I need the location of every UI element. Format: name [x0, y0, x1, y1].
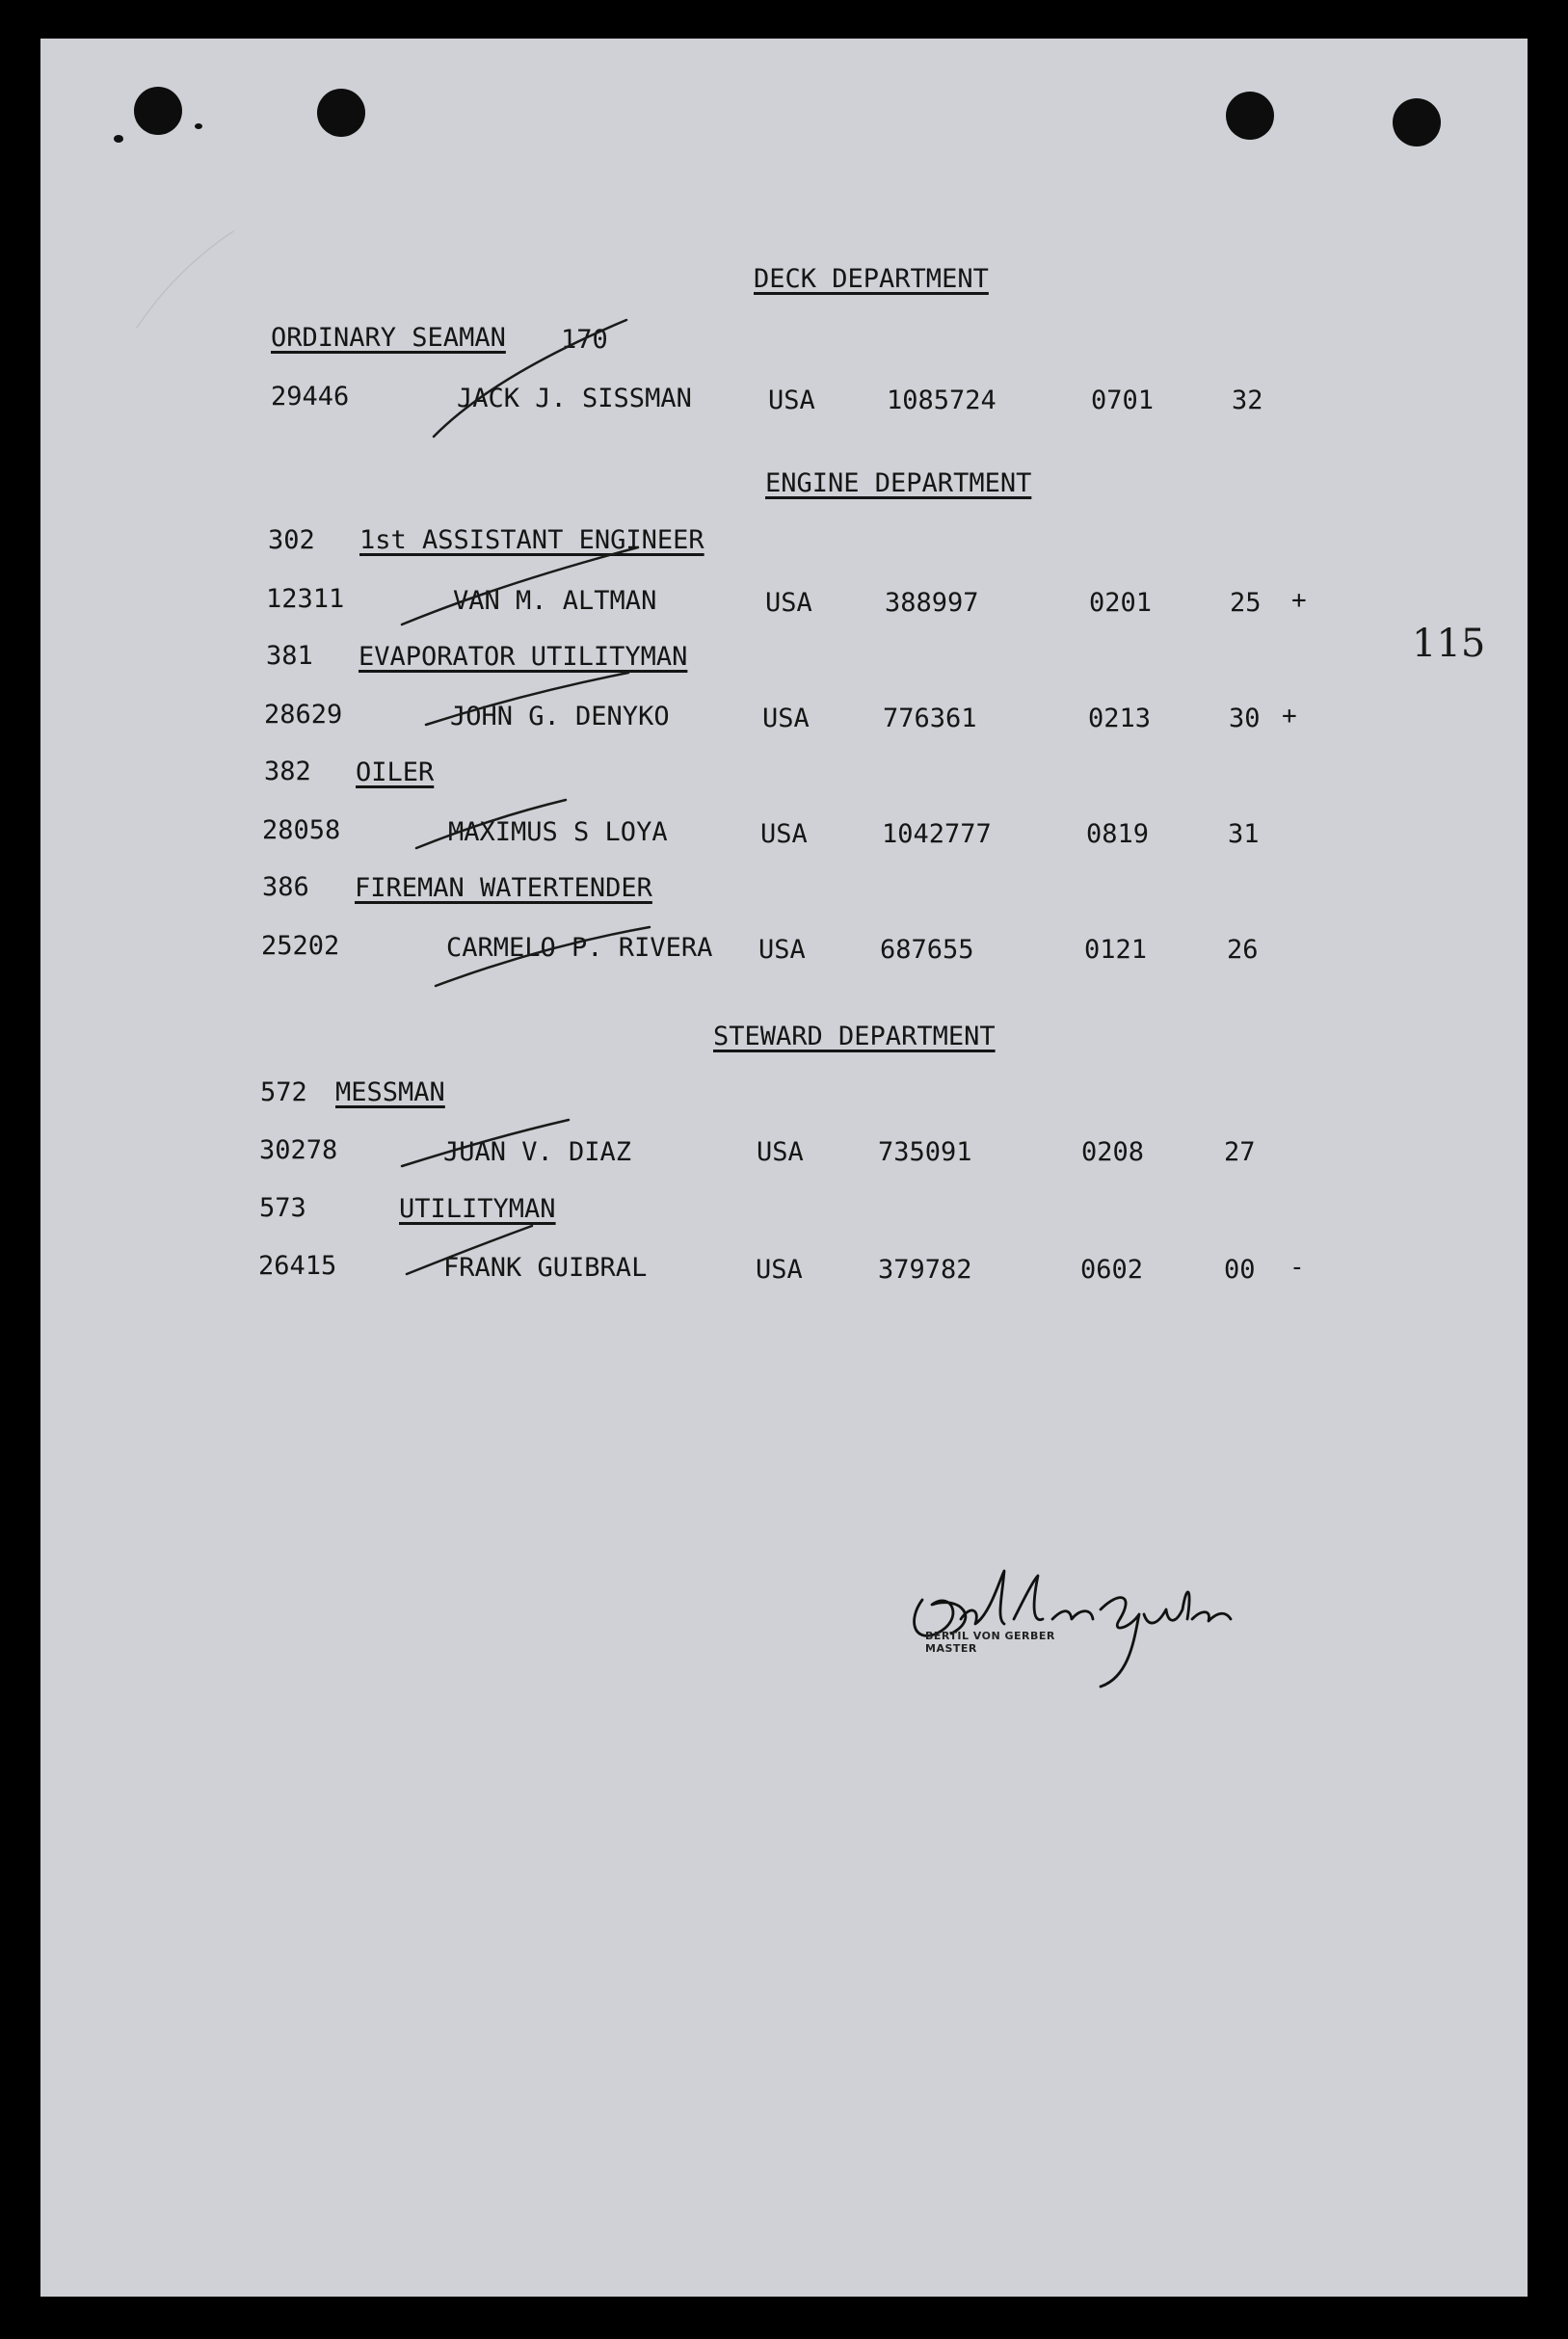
crew-nationality: USA: [765, 588, 812, 618]
annotation-mark: -: [1289, 1253, 1305, 1282]
crew-age: 31: [1228, 819, 1260, 849]
position-code: 381: [266, 641, 313, 671]
crew-name: CARMELO P. RIVERA: [446, 933, 713, 963]
crew-date: 0602: [1080, 1255, 1144, 1285]
crew-id: 30278: [259, 1135, 338, 1165]
crew-id: 28629: [264, 700, 343, 730]
position-title: EVAPORATOR UTILITYMAN: [359, 642, 688, 672]
position-title: OILER: [356, 758, 435, 787]
position-title: ORDINARY SEAMAN: [271, 323, 506, 353]
crew-number: 1042777: [882, 819, 992, 849]
crew-age: 26: [1227, 935, 1259, 965]
position-code: 170: [561, 325, 608, 355]
crew-date: 0213: [1088, 704, 1152, 733]
crew-number: 388997: [885, 588, 979, 618]
crew-nationality: USA: [760, 819, 808, 849]
crew-name: VAN M. ALTMAN: [453, 586, 657, 616]
position-title: 1st ASSISTANT ENGINEER: [359, 525, 704, 555]
department-heading: DECK DEPARTMENT: [754, 264, 989, 294]
crew-nationality: USA: [756, 1255, 803, 1285]
crew-date: 0208: [1081, 1137, 1145, 1167]
annotation-mark: +: [1282, 702, 1297, 731]
crew-number: 687655: [880, 935, 974, 965]
crew-nationality: USA: [757, 1137, 804, 1167]
position-title: FIREMAN WATERTENDER: [355, 873, 652, 903]
department-heading: ENGINE DEPARTMENT: [765, 468, 1032, 498]
crew-id: 29446: [271, 382, 350, 412]
crew-name: MAXIMUS S LOYA: [448, 817, 668, 847]
crew-date: 0201: [1089, 588, 1153, 618]
crew-number: 735091: [878, 1137, 972, 1167]
annotation-mark: +: [1291, 586, 1307, 615]
crew-number: 1085724: [887, 385, 997, 415]
crew-id: 12311: [266, 584, 345, 614]
crew-number: 379782: [878, 1255, 972, 1285]
crew-name: JACK J. SISSMAN: [457, 384, 692, 413]
crew-id: 25202: [261, 931, 340, 961]
crew-id: 26415: [258, 1251, 337, 1281]
crew-nationality: USA: [768, 385, 815, 415]
position-code: 572: [260, 1077, 307, 1107]
department-heading: STEWARD DEPARTMENT: [713, 1022, 996, 1051]
crew-name: FRANK GUIBRAL: [443, 1253, 648, 1283]
crew-number: 776361: [883, 704, 977, 733]
signature-title: MASTER: [925, 1642, 977, 1655]
crew-age: 30: [1229, 704, 1261, 733]
crew-age: 25: [1230, 588, 1262, 618]
crew-date: 0701: [1091, 385, 1155, 415]
crew-name: JOHN G. DENYKO: [450, 702, 670, 731]
crew-id: 28058: [262, 815, 341, 845]
crew-nationality: USA: [762, 704, 810, 733]
crew-age: 32: [1232, 385, 1263, 415]
crew-age: 27: [1224, 1137, 1256, 1167]
position-code: 302: [268, 525, 315, 555]
crew-nationality: USA: [758, 935, 806, 965]
position-code: 382: [264, 757, 311, 786]
position-title: MESSMAN: [335, 1077, 445, 1107]
position-code: 386: [262, 872, 309, 902]
crew-date: 0819: [1086, 819, 1150, 849]
crew-age: 00: [1224, 1255, 1256, 1285]
signature-scrawl: [40, 39, 1528, 2297]
crew-name: JUAN V. DIAZ: [443, 1137, 632, 1167]
document-page: [40, 39, 1528, 2297]
signature-name: BERTIL VON GERBER: [925, 1630, 1055, 1642]
crew-date: 0121: [1084, 935, 1148, 965]
position-title: UTILITYMAN: [399, 1194, 556, 1224]
page-number: 115: [1412, 622, 1486, 666]
position-code: 573: [259, 1193, 306, 1223]
